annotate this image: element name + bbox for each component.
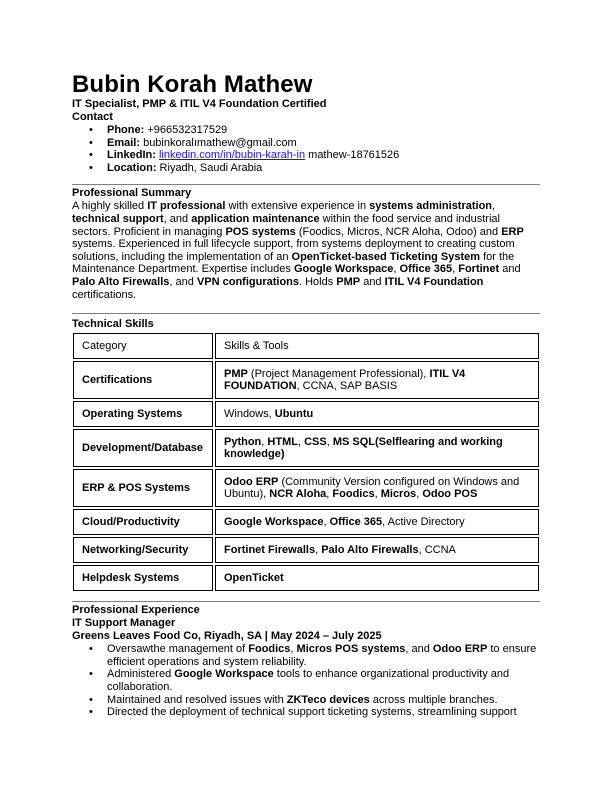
bold-text: Google Workspace bbox=[224, 515, 324, 528]
bold-text: VPN configurations bbox=[196, 275, 299, 288]
text: within the food service and industrial sectors. Proficient in managing bbox=[72, 212, 500, 238]
skills-table-row bbox=[73, 401, 539, 427]
linkedin-suffix: mathew-18761526 bbox=[305, 149, 400, 162]
phone-value: +966532317529 bbox=[144, 124, 228, 136]
text: , bbox=[315, 543, 322, 556]
bold-text: Micros bbox=[380, 488, 417, 501]
bold-text: Odoo ERP bbox=[432, 643, 488, 656]
bold-text: Palo Alto Firewalls bbox=[72, 275, 170, 288]
skill-tools bbox=[215, 469, 539, 507]
candidate-name: Bubin Korah Mathew bbox=[72, 71, 313, 98]
contact-heading: Contact bbox=[72, 111, 113, 123]
skill-category: Cloud/Productivity bbox=[73, 509, 213, 535]
skills-heading: Technical Skills bbox=[72, 318, 154, 331]
text: , bbox=[326, 488, 333, 501]
bold-text: Ubuntu bbox=[274, 407, 314, 420]
bold-text: Google Workspace bbox=[293, 263, 394, 276]
text: , bbox=[374, 488, 381, 501]
text: and bbox=[499, 263, 521, 276]
text: , and bbox=[169, 275, 197, 288]
skill-tools bbox=[215, 429, 539, 467]
job-bullet bbox=[72, 706, 540, 719]
bold-text: Google Workspace bbox=[174, 668, 274, 681]
text: , bbox=[290, 643, 297, 656]
email-value: bubinkoralımathew@gmail.com bbox=[140, 136, 297, 149]
skills-table-row bbox=[73, 429, 539, 467]
skills-table-row bbox=[73, 361, 539, 399]
bold-text: systems administration bbox=[369, 200, 493, 213]
resume-page bbox=[72, 72, 540, 719]
column-header-category: Category bbox=[73, 333, 213, 359]
skills-table-row bbox=[73, 537, 539, 563]
summary-paragraph bbox=[72, 200, 540, 301]
linkedin-label: LinkedIn: bbox=[107, 149, 156, 162]
text: , CCNA, SAP BASIS bbox=[296, 380, 398, 393]
column-header-skills: Skills & Tools bbox=[215, 333, 539, 359]
text: Windows, bbox=[224, 407, 275, 420]
bold-text: Fortinet Firewalls bbox=[224, 543, 316, 556]
bold-text: Office 365 bbox=[399, 263, 453, 276]
text: , CCNA bbox=[418, 543, 456, 556]
job-bullets bbox=[72, 643, 540, 719]
job-bullet bbox=[72, 668, 540, 693]
phone-label: Phone: bbox=[107, 124, 145, 136]
bold-text: NCR Aloha bbox=[269, 488, 327, 501]
text: across multiple branches. bbox=[369, 693, 498, 706]
text: (Project Management Professional), bbox=[247, 367, 430, 380]
text: , bbox=[323, 515, 330, 528]
skill-tools bbox=[215, 509, 539, 535]
skills-table bbox=[71, 331, 541, 593]
bold-text: ITIL V4 FOUNDATION bbox=[224, 367, 466, 393]
bold-text: OpenTicket-based Ticketing System bbox=[291, 250, 481, 263]
text: (Foodics, Micros, NCR Aloha, Odoo) and bbox=[295, 225, 502, 238]
text: , bbox=[297, 435, 305, 448]
contact-phone bbox=[72, 124, 540, 137]
bold-text: MS SQL(Selflearing and working knowledge) bbox=[224, 435, 503, 461]
bold-text: Palo Alto Firewalls bbox=[321, 543, 419, 556]
bold-text: OpenTicket bbox=[224, 571, 284, 584]
summary-heading: Professional Summary bbox=[72, 187, 192, 200]
section-divider bbox=[72, 601, 540, 602]
bold-text: Python bbox=[224, 435, 262, 448]
job-bullet bbox=[72, 643, 540, 668]
skill-category: Development/Database bbox=[73, 429, 213, 467]
skill-category: Helpdesk Systems bbox=[73, 565, 213, 591]
text: Administered bbox=[107, 668, 175, 681]
candidate-subtitle: IT Specialist, PMP & ITIL V4 Foundation Certified bbox=[72, 98, 327, 110]
text: , bbox=[416, 488, 423, 501]
bold-text: application maintenance bbox=[191, 212, 320, 225]
text: , Active Directory bbox=[382, 515, 465, 528]
bold-text: HTML bbox=[267, 435, 298, 448]
experience-heading: Professional Experience bbox=[72, 604, 200, 617]
text: , and bbox=[405, 643, 433, 656]
job-title: IT Support Manager bbox=[72, 617, 176, 630]
bold-text: PMP bbox=[224, 367, 248, 380]
skills-table-row bbox=[73, 469, 539, 507]
skill-category: Operating Systems bbox=[73, 401, 213, 427]
location-value: Riyadh, Saudi Arabia bbox=[156, 161, 263, 174]
bold-text: Office 365 bbox=[329, 515, 383, 528]
text: to ensure efficient operations and system reliability. bbox=[107, 643, 537, 668]
job-company-dates: Greens Leaves Food Co, Riyadh, SA | May 2024 – July 2025 bbox=[72, 630, 382, 643]
skill-tools bbox=[215, 537, 539, 563]
text: with extensive experience in bbox=[225, 200, 370, 213]
bold-text: Foodics bbox=[332, 488, 375, 501]
bold-text: Foodics bbox=[248, 643, 291, 656]
text: , bbox=[326, 435, 333, 448]
bold-text: ITIL V4 Foundation bbox=[384, 275, 484, 288]
text: , bbox=[492, 200, 496, 213]
bold-text: Odoo POS bbox=[422, 488, 478, 501]
bold-text: Fortinet bbox=[458, 263, 500, 276]
text: A highly skilled bbox=[72, 200, 148, 213]
contact-linkedin bbox=[72, 149, 540, 162]
contact-list bbox=[72, 124, 540, 174]
bold-text: technical support bbox=[72, 212, 164, 225]
skill-category: ERP & POS Systems bbox=[73, 469, 213, 507]
skill-category: Certifications bbox=[73, 361, 213, 399]
contact-email bbox=[72, 137, 540, 150]
bold-text: POS systems bbox=[225, 225, 296, 238]
skills-table-row bbox=[73, 509, 539, 535]
bold-text: IT professional bbox=[147, 200, 226, 213]
text: certifications. bbox=[72, 288, 137, 301]
bold-text: ZKTeco devices bbox=[286, 693, 370, 706]
location-label: Location: bbox=[107, 161, 157, 174]
skills-table-row bbox=[73, 565, 539, 591]
text: Maintained and resolved issues with bbox=[107, 693, 287, 706]
section-divider bbox=[72, 184, 540, 185]
text: (Community Version configured on Windows and Ubuntu), bbox=[224, 475, 520, 501]
text: . Holds bbox=[299, 275, 337, 288]
job-bullet bbox=[72, 694, 540, 707]
contact-location bbox=[72, 162, 540, 175]
text: for the Maintenance Department. Expertise includes bbox=[72, 250, 515, 276]
skill-category: Networking/Security bbox=[73, 537, 213, 563]
text: , and bbox=[163, 212, 192, 225]
text: Oversawthe management of bbox=[107, 643, 249, 656]
bold-text: CSS bbox=[304, 435, 327, 448]
bold-text: ERP bbox=[501, 225, 524, 238]
text: , bbox=[452, 263, 459, 276]
text: tools to enhance organizational productivity and collaboration. bbox=[107, 668, 510, 693]
text: and bbox=[360, 275, 385, 288]
bold-text: Micros POS systems bbox=[296, 643, 406, 656]
experience-list bbox=[72, 617, 540, 719]
bold-text: PMP bbox=[336, 275, 361, 288]
skill-tools bbox=[215, 565, 539, 591]
skill-tools bbox=[215, 401, 539, 427]
linkedin-link[interactable]: linkedin.com/in/bubin-karah-in bbox=[158, 149, 306, 162]
email-label: Email: bbox=[107, 136, 141, 149]
text: systems. Experienced in full lifecycle support, from systems deployment to creating custom solutions, including the implementation of an bbox=[72, 238, 515, 263]
skill-tools bbox=[215, 361, 539, 399]
section-divider bbox=[72, 313, 540, 314]
text: , bbox=[393, 263, 400, 276]
bold-text: Odoo ERP bbox=[224, 475, 279, 488]
skills-table-header bbox=[73, 333, 539, 359]
text: , bbox=[261, 435, 268, 448]
text: Directed the deployment of technical support ticketing systems, streamlining support bbox=[107, 706, 517, 719]
